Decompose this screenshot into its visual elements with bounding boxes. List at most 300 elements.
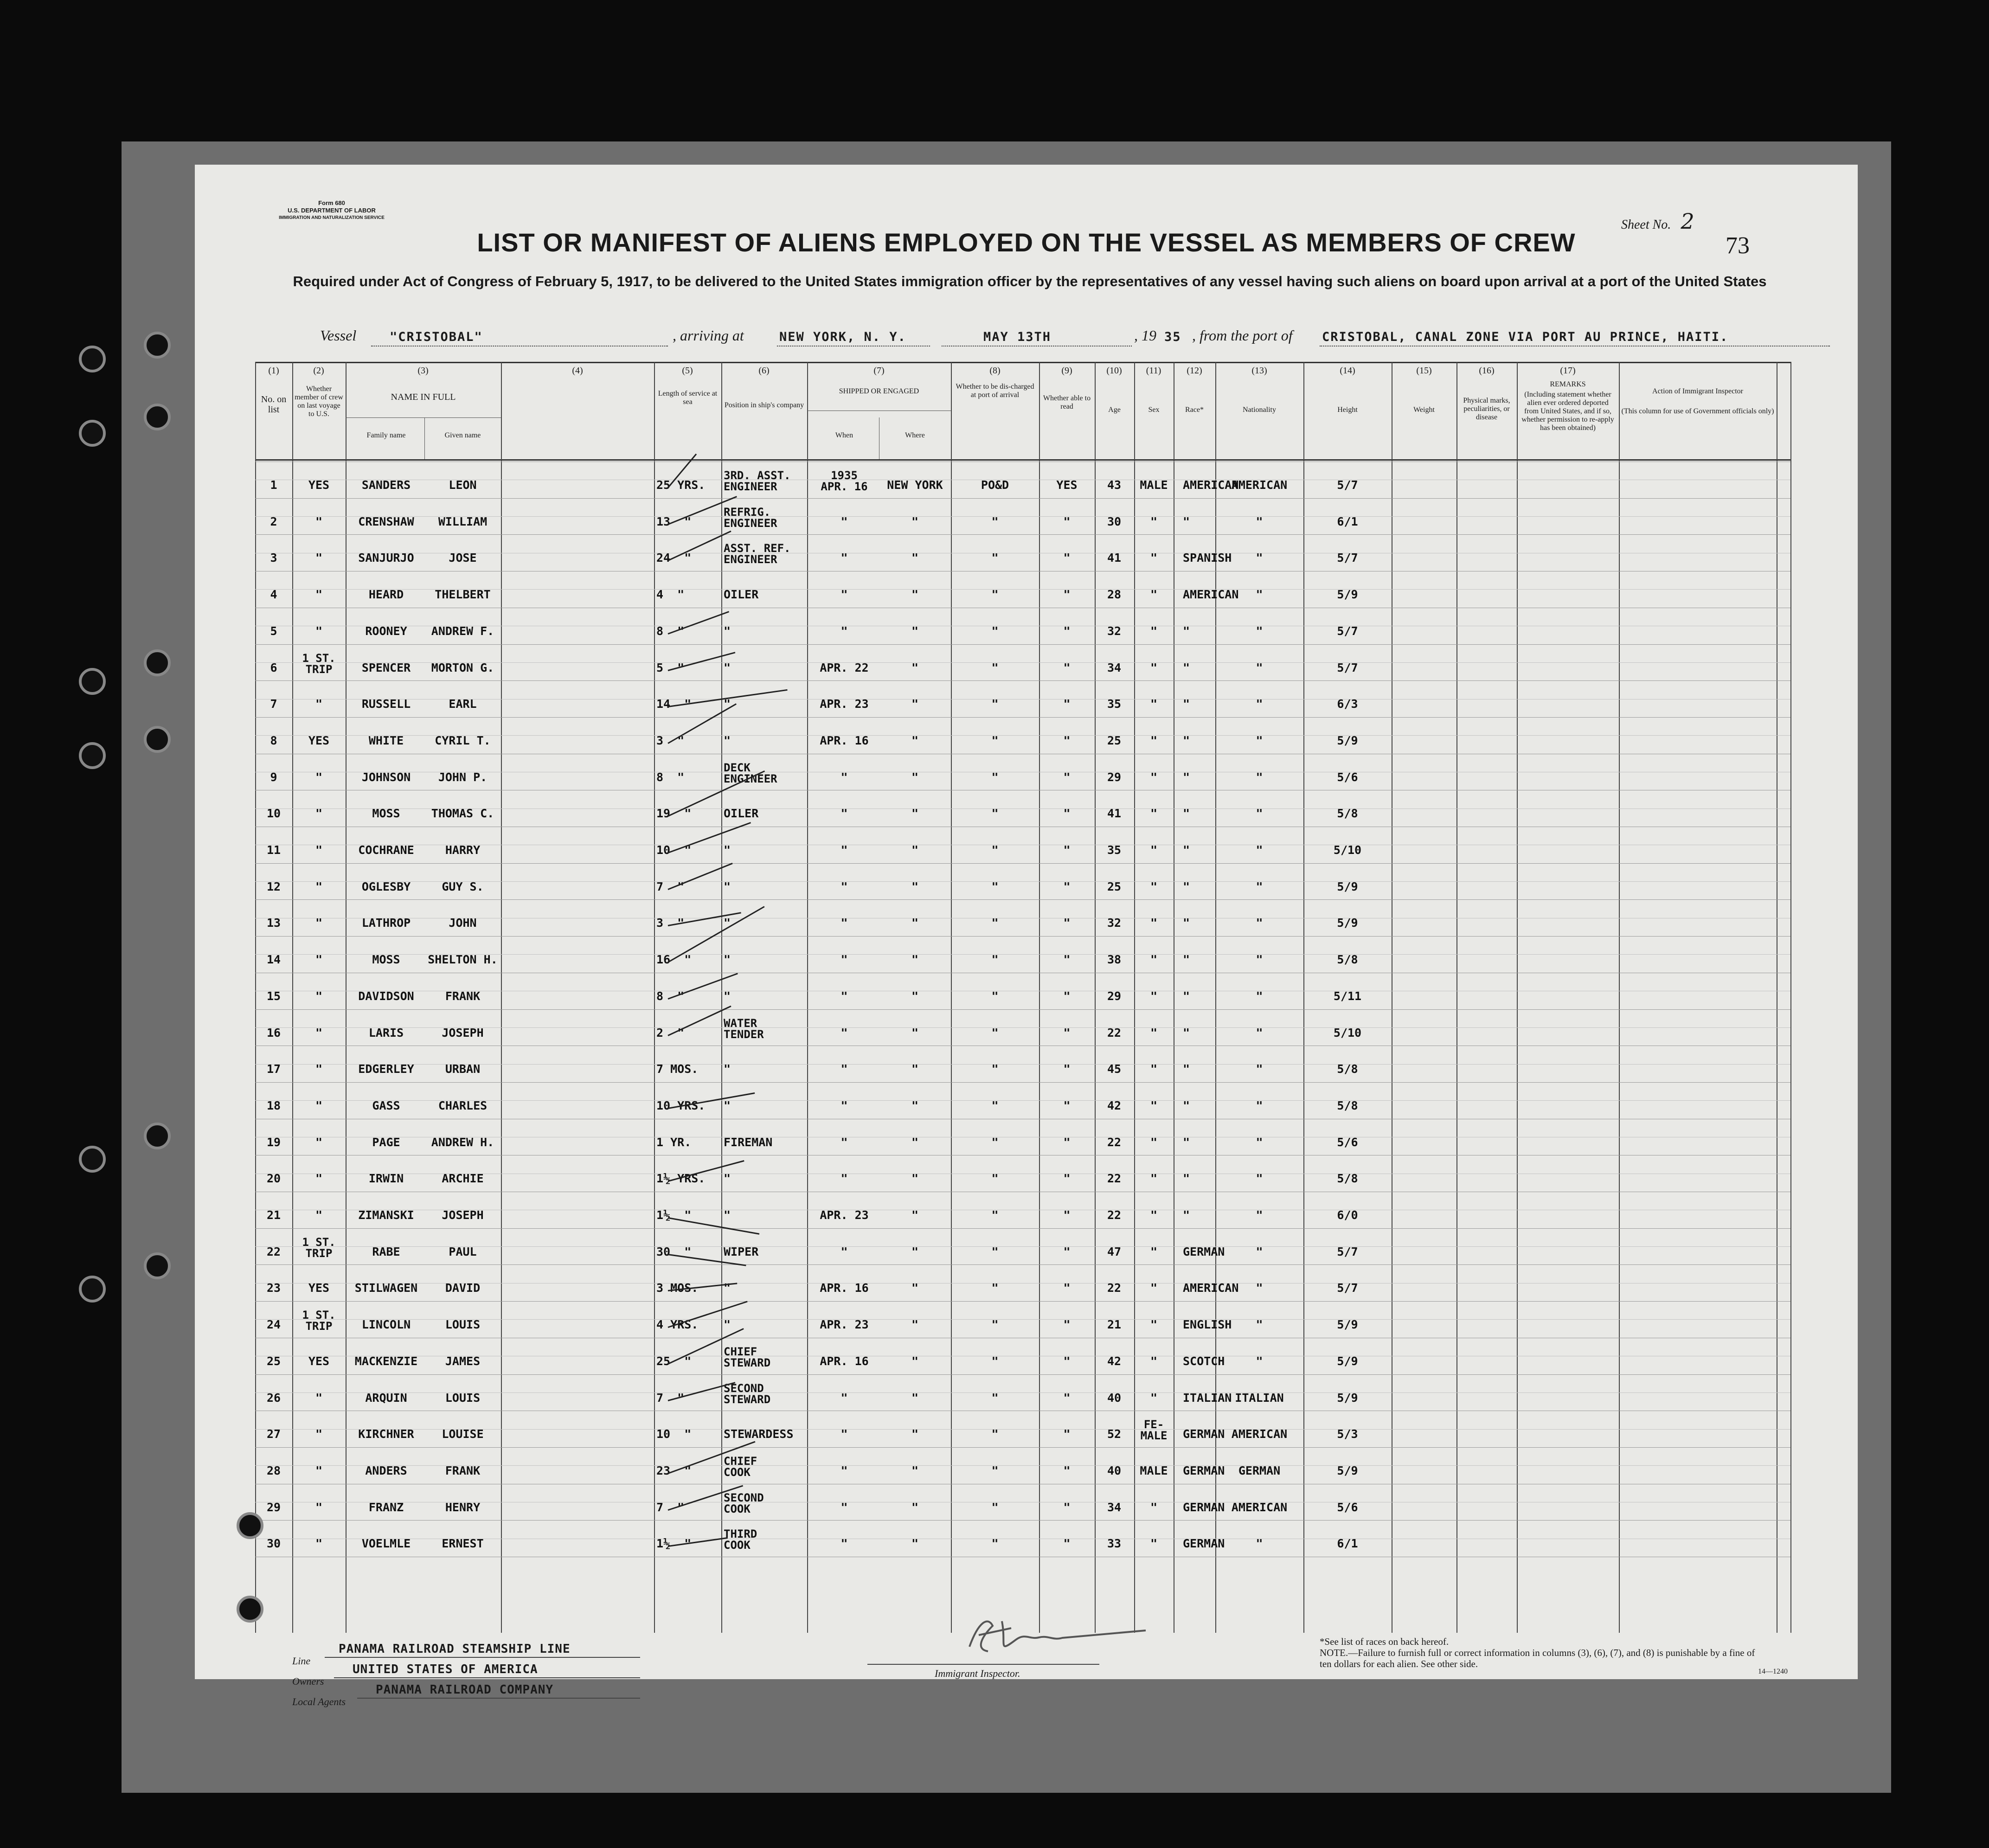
cell-family-name: MACKENZIE [354, 1354, 418, 1368]
cell-length: 1½ YRS. [656, 1172, 706, 1186]
column-number: (10) [1106, 366, 1122, 376]
table-row [255, 717, 1790, 754]
cell-where: " [911, 1500, 919, 1514]
line-label: Line [292, 1655, 311, 1667]
cell-given-name: LOUIS [445, 1318, 481, 1332]
cell-where: " [911, 1098, 919, 1112]
cell-discharged: " [991, 916, 999, 930]
cell-age: 29 [1107, 770, 1122, 784]
cell-position: " [724, 843, 731, 857]
cell-given-name: SHELTON H. [428, 953, 498, 967]
cell-sex: " [1150, 1098, 1158, 1112]
cell-where: " [911, 697, 919, 711]
cell-age: 25 [1107, 733, 1122, 747]
owners-label: Owners [292, 1675, 324, 1687]
vessel-name: "CRISTOBAL" [390, 330, 483, 344]
cell-nationality: " [1256, 1281, 1263, 1295]
cell-race: " [1183, 1098, 1190, 1112]
cell-family-name: RUSSELL [361, 697, 411, 711]
cell-height: 5/8 [1337, 1062, 1358, 1076]
cell-height: 5/9 [1337, 879, 1358, 893]
table-row [255, 899, 1790, 936]
cell-length: 3 MOS. [656, 1281, 699, 1295]
cell-given-name: JOHN [449, 916, 477, 930]
table-row [255, 1082, 1790, 1119]
cell-when: " [841, 588, 848, 602]
cell-sex: " [1150, 953, 1158, 967]
cell-able-to-read: " [1063, 916, 1071, 930]
cell-given-name: GUY S. [442, 879, 484, 893]
table-row [255, 936, 1790, 973]
cell-given-name: ERNEST [442, 1537, 484, 1551]
cell-crew-member: " [315, 916, 323, 930]
cell-able-to-read: " [1063, 770, 1071, 784]
header-remarks: REMARKS [1550, 380, 1586, 388]
cell-age: 52 [1107, 1427, 1122, 1441]
cell-position: SECOND STEWARD [724, 1381, 771, 1406]
cell-height: 6/3 [1337, 697, 1358, 711]
cell-when: " [841, 1245, 848, 1258]
cell-crew-member: " [315, 843, 323, 857]
cell-where: NEW YORK [887, 478, 943, 492]
binder-hole [144, 649, 171, 676]
cell-where: " [911, 1245, 919, 1258]
footer-note [1320, 1636, 1760, 1669]
cell-when: " [841, 879, 848, 893]
cell-discharged: " [991, 1537, 999, 1551]
cell-given-name: ARCHIE [442, 1172, 484, 1186]
cell-family-name: SPENCER [361, 661, 411, 674]
cell-position: " [724, 989, 731, 1003]
cell-when: " [841, 1537, 848, 1551]
binder-hole [79, 668, 106, 695]
cell-able-to-read: " [1063, 733, 1071, 747]
cell-given-name: CHARLES [438, 1098, 488, 1112]
table-row [255, 1264, 1790, 1301]
column-number: (11) [1146, 366, 1161, 376]
cell-able-to-read: " [1063, 807, 1071, 821]
cell-race: GERMAN [1183, 1245, 1225, 1258]
cell-given-name: ANDREW H. [431, 1135, 494, 1149]
vessel-line [320, 327, 1832, 350]
table-row [255, 462, 1790, 498]
cell-height: 5/6 [1337, 1135, 1358, 1149]
from-port: CRISTOBAL, CANAL ZONE VIA PORT AU PRINCE, HAITI. [1322, 330, 1729, 344]
cell-discharged: PO&D [981, 478, 1009, 492]
cell-discharged: " [991, 953, 999, 967]
cell-race: " [1183, 1172, 1190, 1186]
binder-hole [237, 1596, 263, 1623]
header-given-name: Given name [444, 431, 481, 439]
cell-when: APR. 23 [820, 697, 869, 711]
cell-discharged: " [991, 514, 999, 528]
column-number: (14) [1340, 366, 1355, 376]
cell-when: " [841, 1026, 848, 1040]
cell-sex: " [1150, 1500, 1158, 1514]
binder-hole [79, 1276, 106, 1303]
cell-when: " [841, 1500, 848, 1514]
cell-nationality: " [1256, 953, 1263, 967]
cell-family-name: CRENSHAW [358, 514, 414, 528]
cell-discharged: " [991, 1463, 999, 1477]
cell-discharged: " [991, 879, 999, 893]
cell-sex: FE- MALE [1140, 1418, 1168, 1443]
cell-crew-member: " [315, 1026, 323, 1040]
cell-height: 5/9 [1337, 1354, 1358, 1368]
cell-position: " [724, 1281, 731, 1295]
cell-where: " [911, 551, 919, 565]
cell-where: " [911, 1354, 919, 1368]
cell-length: 19 " [656, 807, 692, 821]
cell-age: 22 [1107, 1026, 1122, 1040]
cell-able-to-read: " [1063, 843, 1071, 857]
cell-length: 24 " [656, 551, 692, 565]
cell-height: 6/1 [1337, 1537, 1358, 1551]
year-prefix: , 19 [1134, 327, 1156, 344]
cell-where: " [911, 843, 919, 857]
cell-age: 34 [1107, 661, 1122, 674]
cell-length: 1 YR. [656, 1135, 692, 1149]
cell-able-to-read: " [1063, 1463, 1071, 1477]
column-number: (2) [313, 366, 324, 376]
header-nationality: Nationality [1243, 406, 1276, 414]
cell-where: " [911, 916, 919, 930]
cell-no: 13 [266, 916, 281, 930]
cell-nationality: " [1256, 733, 1263, 747]
cell-position: " [724, 879, 731, 893]
cell-able-to-read: " [1063, 1208, 1071, 1222]
cell-sex: " [1150, 733, 1158, 747]
cell-given-name: JOHN P. [438, 770, 488, 784]
cell-able-to-read: " [1063, 1098, 1071, 1112]
cell-given-name: EARL [449, 697, 477, 711]
cell-when: " [841, 1172, 848, 1186]
cell-length: 3 " [656, 916, 685, 930]
cell-height: 5/7 [1337, 1281, 1358, 1295]
column-number: (8) [989, 366, 1001, 376]
cell-crew-member: " [315, 1427, 323, 1441]
cell-position: 3RD. ASST. ENGINEER [724, 469, 791, 493]
cell-sex: " [1150, 1281, 1158, 1295]
table-row [255, 571, 1790, 608]
table-row [255, 1192, 1790, 1228]
department-name: U.S. DEPARTMENT OF LABOR [288, 207, 376, 214]
cell-nationality: " [1256, 807, 1263, 821]
cell-family-name: STILWAGEN [354, 1281, 418, 1295]
cell-race: GERMAN [1183, 1500, 1225, 1514]
cell-nationality: " [1256, 1318, 1263, 1332]
cell-able-to-read: " [1063, 953, 1071, 967]
table-row [255, 1046, 1790, 1082]
cell-discharged: " [991, 989, 999, 1003]
cell-sex: " [1150, 916, 1158, 930]
cell-where: " [911, 1208, 919, 1222]
cell-family-name: VOELMLE [361, 1537, 411, 1551]
cell-sex: " [1150, 807, 1158, 821]
cell-age: 29 [1107, 989, 1122, 1003]
cell-when: " [841, 807, 848, 821]
cell-length: 7 " [656, 1500, 685, 1514]
page-title: LIST OR MANIFEST OF ALIENS EMPLOYED ON THE VESSEL AS MEMBERS OF CREW [477, 228, 1576, 257]
cell-no: 8 [270, 733, 277, 747]
cell-family-name: GASS [372, 1098, 400, 1112]
cell-crew-member: " [315, 1463, 323, 1477]
header-race: Race* [1185, 406, 1204, 414]
cell-nationality: " [1256, 1026, 1263, 1040]
header-age: Age [1108, 406, 1121, 414]
cell-no: 3 [270, 551, 277, 565]
binder-hole [144, 404, 171, 430]
cell-age: 22 [1107, 1208, 1122, 1222]
cell-length: 30 " [656, 1245, 692, 1258]
cell-race: " [1183, 807, 1190, 821]
cell-crew-member: 1 ST. TRIP [302, 1235, 336, 1260]
cell-sex: " [1150, 989, 1158, 1003]
cell-age: 35 [1107, 697, 1122, 711]
cell-when: APR. 22 [820, 661, 869, 674]
form-code: 14—1240 [1758, 1668, 1788, 1675]
cell-position: DECK ENGINEER [724, 761, 777, 785]
cell-age: 43 [1107, 478, 1122, 492]
cell-position: OILER [724, 807, 759, 821]
cell-height: 5/7 [1337, 478, 1358, 492]
header-height: Height [1337, 406, 1358, 414]
column-number: (5) [682, 366, 693, 376]
cell-able-to-read: " [1063, 879, 1071, 893]
table-row [255, 827, 1790, 863]
cell-nationality: " [1256, 770, 1263, 784]
cell-family-name: JOHNSON [361, 770, 411, 784]
cell-height: 5/3 [1337, 1427, 1358, 1441]
cell-length: 8 " [656, 989, 685, 1003]
arriving-label: , arriving at [673, 327, 744, 344]
inspector-signature [960, 1607, 1155, 1658]
header-shipped-engaged: SHIPPED OR ENGAGED [839, 387, 919, 395]
cell-given-name: ANDREW F. [431, 624, 494, 638]
header-sex: Sex [1148, 406, 1160, 414]
cell-age: 42 [1107, 1354, 1122, 1368]
header-length-of-service: Length of service at sea [658, 390, 718, 406]
cell-when: " [841, 514, 848, 528]
cell-discharged: " [991, 807, 999, 821]
cell-position: " [724, 661, 731, 674]
cell-able-to-read: " [1063, 1537, 1071, 1551]
cell-where: " [911, 1427, 919, 1441]
cell-age: 25 [1107, 879, 1122, 893]
cell-sex: " [1150, 1062, 1158, 1076]
cell-discharged: " [991, 1172, 999, 1186]
cell-sex: " [1150, 1391, 1158, 1405]
cell-sex: " [1150, 770, 1158, 784]
cell-sex: " [1150, 697, 1158, 711]
service-name: IMMIGRATION AND NATURALIZATION SERVICE [279, 215, 385, 220]
cell-position: WATER TENDER [724, 1016, 764, 1041]
cell-nationality: " [1256, 514, 1263, 528]
cell-when: " [841, 953, 848, 967]
cell-family-name: LINCOLN [361, 1318, 411, 1332]
cell-length: 2 " [656, 1026, 685, 1040]
table-row [255, 608, 1790, 644]
cell-when: " [841, 1098, 848, 1112]
cell-able-to-read: " [1063, 1135, 1071, 1149]
cell-family-name: ZIMANSKI [358, 1208, 414, 1222]
cell-age: 45 [1107, 1062, 1122, 1076]
cell-nationality: " [1256, 1245, 1263, 1258]
cell-given-name: PAUL [449, 1245, 477, 1258]
column-number: (12) [1187, 366, 1202, 376]
cell-no: 25 [266, 1354, 281, 1368]
cell-discharged: " [991, 1135, 999, 1149]
header-discharged: Whether to be dis-charged at port of arrival [956, 383, 1034, 399]
owners-value: UNITED STATES OF AMERICA [353, 1662, 538, 1676]
cell-race: GERMAN [1183, 1537, 1225, 1551]
cell-age: 42 [1107, 1098, 1122, 1112]
cell-discharged: " [991, 1500, 999, 1514]
cell-no: 14 [266, 953, 281, 967]
cell-given-name: JAMES [445, 1354, 481, 1368]
cell-crew-member: " [315, 807, 323, 821]
cell-where: " [911, 1281, 919, 1295]
cell-height: 5/10 [1333, 843, 1362, 857]
cell-length: 13 " [656, 514, 692, 528]
cell-length: 3 " [656, 733, 685, 747]
cell-able-to-read: " [1063, 989, 1071, 1003]
table-row [255, 754, 1790, 790]
cell-race: " [1183, 624, 1190, 638]
cell-position: SECOND COOK [724, 1491, 764, 1515]
table-row [255, 863, 1790, 900]
cell-family-name: IRWIN [368, 1172, 404, 1186]
cell-length: 10 " [656, 1427, 692, 1441]
cell-no: 24 [266, 1318, 281, 1332]
cell-height: 6/1 [1337, 514, 1358, 528]
cell-position: " [724, 1172, 731, 1186]
cell-where: " [911, 1463, 919, 1477]
cell-no: 18 [266, 1098, 281, 1112]
header-name-in-full: NAME IN FULL [391, 392, 456, 402]
cell-sex: " [1150, 551, 1158, 565]
cell-crew-member: " [315, 989, 323, 1003]
column-number: (17) [1560, 366, 1576, 376]
cell-no: 1 [270, 478, 277, 492]
table-row [255, 498, 1790, 535]
cell-position: WIPER [724, 1245, 759, 1258]
cell-given-name: WILLIAM [438, 514, 488, 528]
cell-able-to-read: " [1063, 1500, 1071, 1514]
cell-no: 28 [266, 1463, 281, 1477]
cell-no: 27 [266, 1427, 281, 1441]
cell-when: " [841, 843, 848, 857]
cell-crew-member: " [315, 879, 323, 893]
cell-given-name: URBAN [445, 1062, 481, 1076]
cell-crew-member: YES [308, 478, 330, 492]
table-row [255, 644, 1790, 681]
cell-no: 22 [266, 1245, 281, 1258]
cell-no: 20 [266, 1172, 281, 1186]
cell-crew-member: " [315, 1537, 323, 1551]
cell-nationality: " [1256, 661, 1263, 674]
cell-able-to-read: " [1063, 1427, 1071, 1441]
cell-length: 4 YRS. [656, 1318, 699, 1332]
cell-race: " [1183, 1026, 1190, 1040]
cell-nationality: " [1256, 588, 1263, 602]
cell-sex: " [1150, 514, 1158, 528]
cell-no: 21 [266, 1208, 281, 1222]
cell-able-to-read: " [1063, 624, 1071, 638]
table-row [255, 1009, 1790, 1046]
cell-family-name: KIRCHNER [358, 1427, 414, 1441]
cell-where: " [911, 1135, 919, 1149]
cell-age: 41 [1107, 807, 1122, 821]
cell-height: 5/7 [1337, 624, 1358, 638]
header-when: When [835, 431, 853, 439]
column-number: (16) [1479, 366, 1495, 376]
cell-age: 33 [1107, 1537, 1122, 1551]
cell-height: 5/7 [1337, 1245, 1358, 1258]
cell-nationality: " [1256, 697, 1263, 711]
table-row [255, 973, 1790, 1009]
cell-race: " [1183, 1135, 1190, 1149]
cell-nationality: " [1256, 1208, 1263, 1222]
cell-where: " [911, 879, 919, 893]
cell-able-to-read: " [1063, 661, 1071, 674]
cell-age: 34 [1107, 1500, 1122, 1514]
cell-crew-member: " [315, 624, 323, 638]
cell-able-to-read: " [1063, 1318, 1071, 1332]
header-action-note: (This column for use of Government officials only) [1621, 407, 1774, 415]
cell-position: CHIEF STEWARD [724, 1345, 771, 1369]
table-row [255, 534, 1790, 571]
table-row [255, 1228, 1790, 1265]
cell-family-name: ARQUIN [365, 1391, 407, 1405]
cell-position: ASST. REF. ENGINEER [724, 542, 791, 566]
agents-label: Local Agents [292, 1696, 346, 1707]
cell-nationality: " [1256, 879, 1263, 893]
table-row [255, 1338, 1790, 1374]
cell-race: " [1183, 697, 1190, 711]
cell-when: " [841, 1062, 848, 1076]
table-row [255, 1374, 1790, 1411]
cell-position: CHIEF COOK [724, 1454, 757, 1479]
cell-crew-member: " [315, 1391, 323, 1405]
cell-length: 25 " [656, 1354, 692, 1368]
table-row [255, 790, 1790, 827]
sheet-label: Sheet No. [1621, 218, 1671, 232]
cell-length: 1½ " [656, 1208, 692, 1222]
cell-crew-member: " [315, 1208, 323, 1222]
cell-discharged: " [991, 1427, 999, 1441]
cell-nationality: AMERICAN [1231, 1427, 1288, 1441]
cell-given-name: MORTON G. [431, 661, 494, 674]
column-number: (1) [268, 366, 279, 376]
cell-family-name: ROONEY [365, 624, 407, 638]
form-identifier [255, 199, 408, 222]
cell-nationality: " [1256, 1172, 1263, 1186]
page-subtitle: Required under Act of Congress of February 5, 1917, to be delivered to the United States immigration officer by the representatives of any vessel having such aliens on board upon arrival at a port of the United States [293, 273, 1767, 289]
arrival-year: 35 [1164, 330, 1181, 344]
cell-family-name: COCHRANE [358, 843, 414, 857]
cell-length: 1½ " [656, 1537, 692, 1551]
cell-where: " [911, 1391, 919, 1405]
cell-position: " [724, 1318, 731, 1332]
column-number: (7) [873, 366, 885, 376]
header-family-name: Family name [366, 431, 406, 439]
column-number: (6) [758, 366, 770, 376]
binder-hole [144, 1252, 171, 1279]
cell-no: 9 [270, 770, 277, 784]
cell-height: 5/9 [1337, 916, 1358, 930]
cell-age: 38 [1107, 953, 1122, 967]
